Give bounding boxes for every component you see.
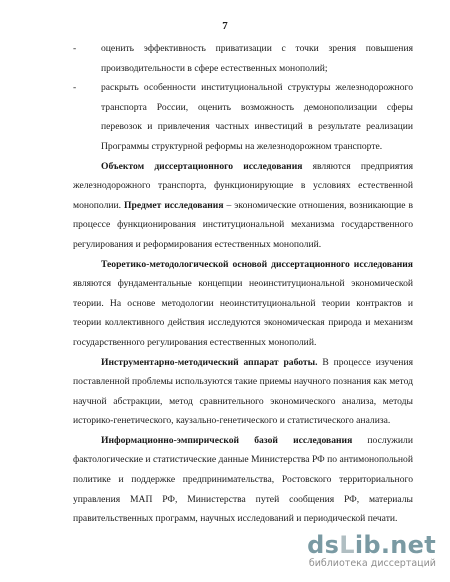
watermark-logo: dsLib.net: [307, 531, 436, 559]
paragraph-text: послужили фактологические и статистические данные Министерства РФ по антимонопольной политике и поддержке предпринимательства, Ростовского территориального управления МАП РФ, Министерства путей сообщения РФ, материалы правительственных программ, научных исследований и периодической печати.: [73, 434, 413, 525]
paragraph-methodology: [73, 255, 413, 353]
paragraph-text: являются фундаментальные концепции неоинституциональной экономической теории. На основе методологии неоинституциональной теории контрактов и теории коллективного действия исследуются экономическая природа и механизм государственного регулирования естественных монополий.: [73, 278, 413, 348]
paragraph-lead: Информационно-эмпирической базой исследования: [101, 434, 353, 446]
paragraph-instruments: [73, 353, 413, 431]
paragraph-lead: Теоретико-методологической основой диссертационного исследования: [101, 258, 413, 270]
document-body: [73, 39, 413, 529]
bullet-marker: -: [73, 43, 77, 54]
bullet-marker: -: [73, 82, 77, 94]
bullet-item: [73, 39, 413, 78]
paragraph-lead: Инструментарно-методический аппарат работы.: [101, 356, 318, 368]
paragraph-lead: Объектом диссертационного исследования: [101, 160, 303, 172]
watermark-subtitle: библиотека диссертаций: [308, 558, 436, 569]
bullet-text: оценить эффективность приватизации с точки зрения повышения производительности в сфере естественных монополий;: [101, 43, 413, 74]
paragraph-text: В процессе изучения поставленной проблемы используются такие приемы научного познания как метод научной абстракции, метод сравнительного экономического анализа, методы историко-генетического, каузально-генетического и статистического анализа.: [73, 356, 413, 427]
dslib-watermark: [286, 532, 436, 570]
paragraph-text: являются предприятия железнодорожного транспорта, функционирующие в условиях естественной монополии.: [73, 160, 413, 211]
paragraph-object-subject: [73, 157, 413, 255]
paragraph-lead: Предмет исследования: [124, 199, 224, 211]
paragraph-empirical-base: [73, 431, 413, 529]
page-number: 7: [222, 20, 228, 32]
bullet-text: раскрыть особенности институциональной структуры железнодорожного транспорта России, оценить возможность демонополизации сферы перевозок и привлечения частных инвестиций в результате реализации Программы структурной реформы на железнодорожном транспорте.: [101, 82, 413, 152]
bullet-item: [73, 78, 413, 156]
paragraph-text: – экономические отношения, возникающие в процессе функционирования институциональной механизма государственного регулирования и реформирования естественных монополий.: [73, 199, 413, 250]
